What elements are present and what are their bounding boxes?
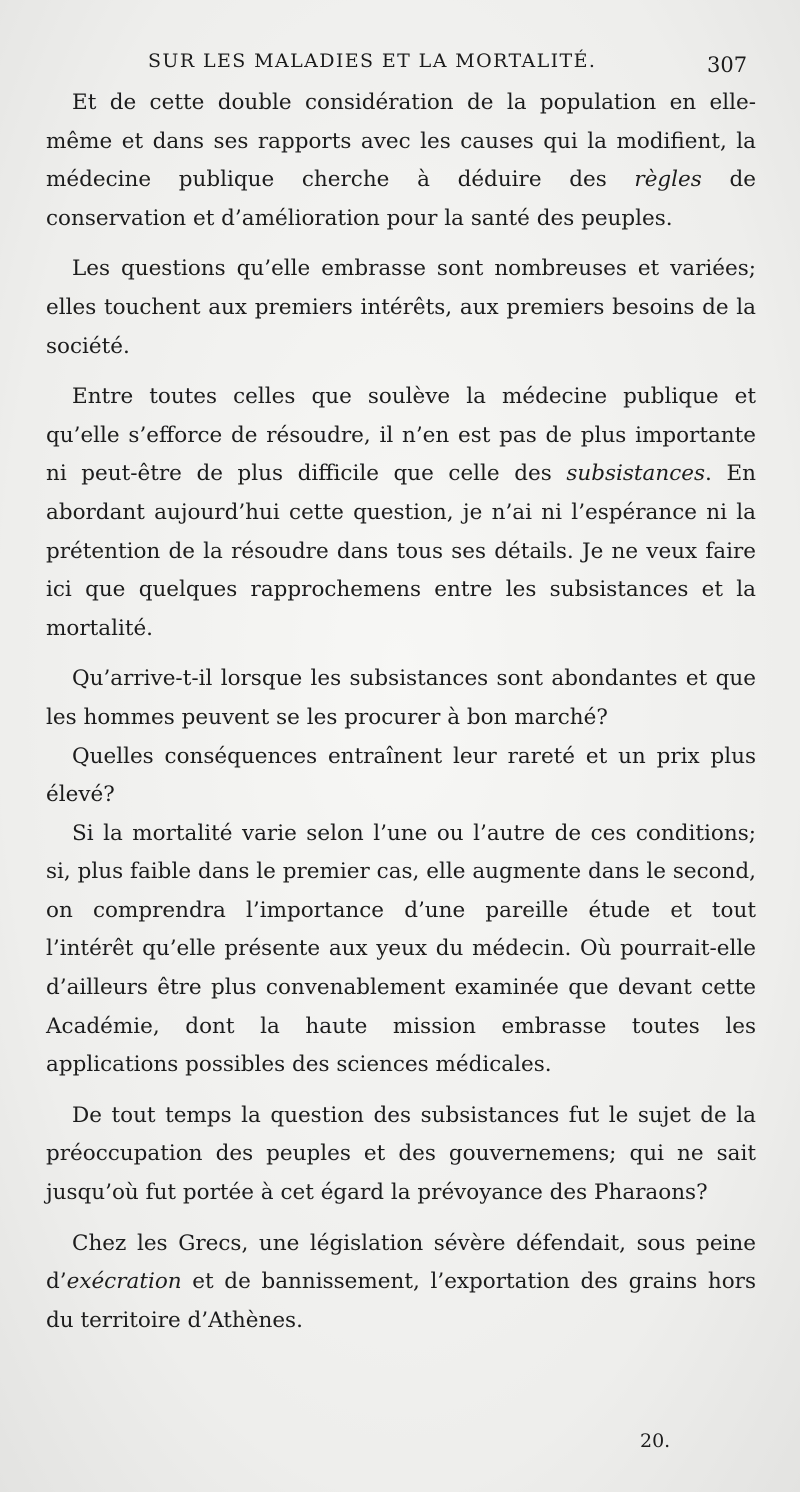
text-run: Quelles conséquences entraînent leur rareté et un prix plus élevé? xyxy=(46,743,756,808)
paragraph xyxy=(46,738,756,815)
paragraph xyxy=(46,660,756,737)
text-run: et de bannissement, l’exportation des grains hors du territoire d’Athènes. xyxy=(46,1269,756,1333)
paragraph xyxy=(46,84,756,238)
signature-mark: 20. xyxy=(640,1430,671,1452)
text-run: De tout temps la question des subsistances fut le sujet de la préoccupation des peuples et des gouvernemens; qui ne sait jusqu’où fut portée à cet égard la prévoyance des Pharaons? xyxy=(46,1102,756,1206)
paragraph xyxy=(46,378,756,648)
page-number: 307 xyxy=(707,53,748,77)
paragraph xyxy=(46,250,756,366)
text-run: Entre toutes celles que soulève la médecine publique et qu’elle s’efforce de résoudre, il n’en est pas de plus importante ni peut-être de plus difficile que celle des xyxy=(46,384,756,487)
running-head xyxy=(0,46,800,80)
body-text xyxy=(46,84,756,1340)
paragraph xyxy=(46,1097,756,1213)
text-run: Si la mortalité varie selon l’une ou l’autre de ces conditions; si, plus faible dans le premier cas, elle augmente dans le second, on comprendra l’importance d’une pareille étude et tout l’intérêt qu’elle présente aux yeux du médecin. Où pourrait-elle d’ailleurs être plus convenablement examinée que devant cette Académie, dont la haute mission embrasse toutes les applications possibles des sciences médicales. xyxy=(46,820,756,1078)
italic-text: subsistances xyxy=(566,461,706,487)
paragraph xyxy=(46,1225,756,1341)
text-run: . En abordant aujourd’hui cette question, je n’ai ni l’espérance ni la prétention de la résoudre dans tous ses détails. Je ne veux faire ici que quelques rapprochemens entre les subsistances et la mortalité. xyxy=(46,461,756,641)
text-run: Chez les Grecs, une législation sévère défendait, sous peine d’ xyxy=(46,1230,756,1295)
italic-text: exécration xyxy=(66,1269,182,1295)
text-run: Et de cette double considération de la population en elle-même et dans ses rapports avec les causes qui la modifient, la médecine publique cherche à déduire des xyxy=(46,90,756,193)
text-run: Qu’arrive-t-il lorsque les subsistances sont abondantes et que les hommes peuvent se les procurer à bon marché? xyxy=(46,666,756,730)
italic-text: règles xyxy=(634,167,702,193)
text-run: de conservation et d’amélioration pour la santé des peuples. xyxy=(46,167,756,231)
text-run: Les questions qu’elle embrasse sont nombreuses et variées; elles touchent aux premiers intérêts, aux premiers besoins de la société. xyxy=(46,256,756,359)
running-title: SUR LES MALADIES ET LA MORTALITÉ. xyxy=(148,50,597,72)
paragraph xyxy=(46,815,756,1085)
